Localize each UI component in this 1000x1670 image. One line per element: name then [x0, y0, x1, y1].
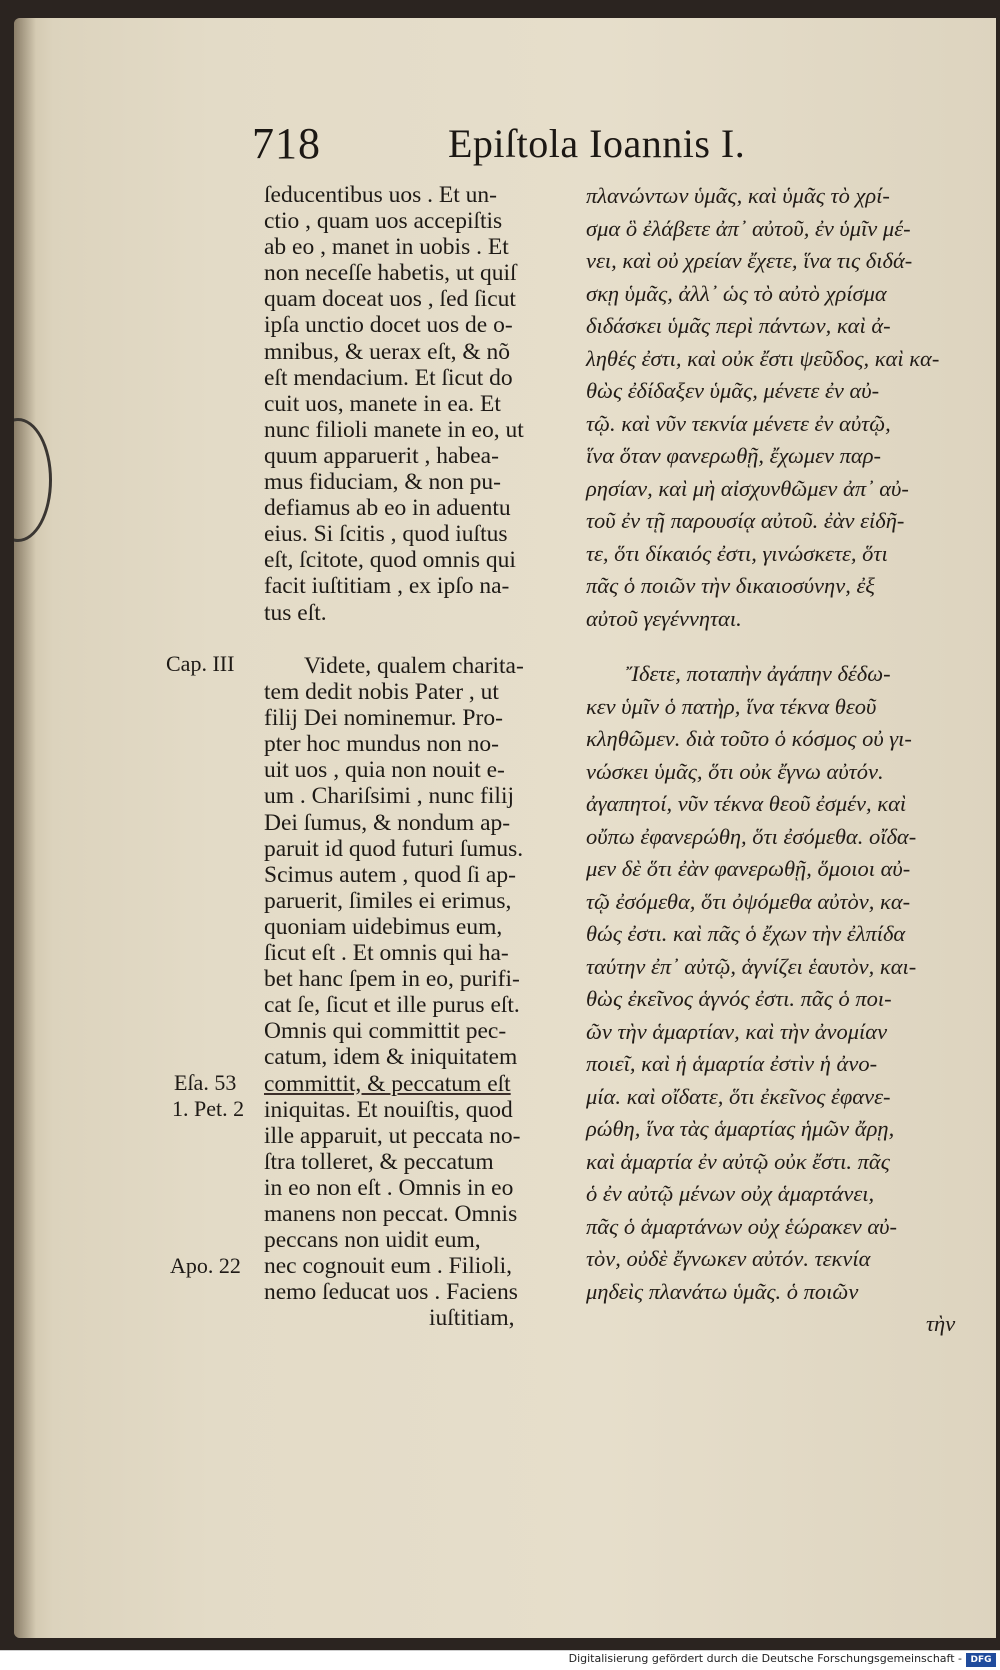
greek-line: τῷ ἐσόμεθα, ὅτι ὀψόμεθα αὐτὸν, κα-: [586, 888, 911, 914]
latin-line: Scimus autem , quod ſi ap-: [264, 861, 516, 888]
latin-line: cuit uos, manete in ea. Et: [264, 390, 501, 417]
greek-line: θώς ἐστι. καὶ πᾶς ὁ ἔχων τὴν ἐλπίδα: [586, 921, 906, 946]
greek-line: πᾶς ὁ ἁμαρτάνων οὐχ ἑώρακεν αὐ-: [586, 1213, 897, 1239]
latin-line: cat ſe, ſicut et ille purus eſt.: [264, 992, 520, 1019]
latin-line: ille apparuit, ut peccata no-: [264, 1122, 521, 1149]
greek-line: μεν δὲ ὅτι ἐὰν φανερωθῇ, ὅμοιοι αὐ-: [586, 856, 911, 881]
margin-reference: Eſa. 53: [174, 1070, 237, 1095]
greek-line: τῷ. καὶ νῦν τεκνία μένετε ἐν αὐτῷ,: [586, 410, 891, 436]
greek-line: ταύτην ἐπ᾽ αὐτῷ, ἁγνίζει ἑαυτὸν, και-: [586, 953, 917, 979]
greek-line: κληθῶμεν. διὰ τοῦτο ὁ κόσμος οὐ γι-: [586, 726, 912, 751]
latin-line: in eo non eſt . Omnis in eo: [264, 1174, 514, 1201]
latin-line: quam doceat uos , ſed ſicut: [264, 286, 516, 313]
latin-line: uit uos , quia non nouit e-: [264, 757, 505, 784]
latin-line-underlined: committit, & peccatum eſt: [264, 1070, 511, 1097]
greek-line: ἀγαπητοί, νῦν τέκνα θεοῦ ἐσμέν, καὶ: [586, 791, 907, 816]
page-header: [14, 110, 996, 180]
binding-ring: [14, 418, 52, 542]
latin-text-block-2: [264, 653, 569, 1331]
latin-line: facit iuſtitiam , ex ipſo na-: [264, 573, 510, 600]
latin-line: ctio , quam uos accepiſtis: [264, 208, 503, 235]
greek-line: ρώθη, ἵνα τὰς ἁμαρτίας ἡμῶν ἄρῃ,: [586, 1116, 895, 1141]
greek-line: θὼς ἐδίδαξεν ὑμᾶς, μένετε ἐν αὐ-: [586, 378, 880, 403]
greek-line: ποιεῖ, καὶ ἡ ἁμαρτία ἐστὶν ἡ ἀνο-: [586, 1051, 878, 1076]
latin-line: nec cognouit eum . Filioli,: [264, 1253, 513, 1280]
latin-line: eius. Si ſcitis , quod iuſtus: [264, 521, 508, 548]
latin-line: Videte, qualem charita-: [304, 653, 524, 679]
latin-line: filij Dei nominemur. Pro-: [264, 705, 503, 732]
latin-line: iniquitas. Et nouiſtis, quod: [264, 1096, 513, 1123]
book-page: [14, 18, 996, 1638]
greek-line: πλανώντων ὑμᾶς, καὶ ὑμᾶς τὸ χρί-: [586, 183, 890, 208]
latin-line: quum apparuerit , habea-: [264, 442, 499, 469]
latin-line: mus fiduciam, & non pu-: [264, 469, 501, 496]
latin-line: ipſa unctio docet uos de o-: [264, 312, 513, 339]
greek-line: τε, ὅτι δίκαιός ἐστι, γινώσκετε, ὅτι: [586, 540, 888, 566]
latin-line: mnibus, & uerax eſt, & nõ: [264, 338, 511, 365]
chapter-marker: Cap. III: [166, 651, 235, 676]
greek-line: καὶ ἁμαρτία ἐν αὐτῷ οὐκ ἔστι. πᾶς: [586, 1148, 890, 1174]
greek-line: οὔπω ἐφανερώθη, ὅτι ἐσόμεθα. οἴδα-: [586, 823, 917, 849]
latin-line: eſt, ſcitote, quod omnis qui: [264, 547, 516, 574]
latin-line: nunc filioli manete in eo, ut: [264, 416, 524, 443]
greek-line: ληθές ἐστι, καὶ οὐκ ἔστι ψεῦδος, καὶ κα-: [586, 345, 940, 371]
digitization-footer: [0, 1650, 1000, 1670]
latin-line: quoniam uidebimus eum,: [264, 913, 503, 940]
latin-line: tem dedit nobis Pater , ut: [264, 679, 499, 706]
greek-line: ἵνα ὅταν φανερωθῇ, ἔχωμεν παρ-: [586, 443, 881, 468]
greek-line: διδάσκει ὑμᾶς περὶ πάντων, καὶ ἀ-: [586, 313, 891, 338]
greek-line: ῶν τὴν ἁμαρτίαν, καὶ τὴν ἀνομίαν: [586, 1018, 888, 1044]
page-number: 718: [252, 119, 321, 168]
greek-line: σμα ὃ ἐλάβετε ἀπ᾽ αὐτοῦ, ἐν ὑμῖν μέ-: [586, 215, 911, 241]
greek-text-block-2: [586, 658, 986, 1341]
greek-line: τὸν, οὐδὲ ἔγνωκεν αὐτόν. τεκνία: [586, 1246, 871, 1271]
latin-line: eſt mendacium. Et ſicut do: [264, 364, 513, 391]
greek-line: ρησίαν, καὶ μὴ αἰσχυνθῶμεν ἀπ᾽ αὐ-: [586, 475, 909, 501]
greek-line: Ἴδετε, ποταπὴν ἀγάπην δέδω-: [626, 661, 891, 686]
latin-line: paruerit, ſimiles ei erimus,: [264, 887, 512, 914]
margin-reference: Apo. 22: [170, 1253, 241, 1278]
greek-line: τοῦ ἐν τῇ παρουσίᾳ αὐτοῦ. ἐὰν εἰδῆ-: [586, 508, 905, 533]
latin-line: ſeducentibus uos . Et un-: [264, 182, 498, 208]
greek-catchword: τὴν: [926, 1311, 956, 1336]
latin-line: nemo ſeducat uos . Faciens: [264, 1279, 518, 1306]
latin-line: ſicut eſt . Et omnis qui ha-: [264, 940, 509, 967]
dfg-logo: DFG: [966, 1653, 996, 1667]
greek-line: ὁ ἐν αὐτῷ μένων οὐχ ἁμαρτάνει,: [586, 1181, 875, 1206]
latin-line: pter hoc mundus non no-: [264, 731, 499, 758]
binding-shadow: [14, 18, 36, 1638]
latin-line: paruit id quod futuri ſumus.: [264, 835, 524, 862]
latin-line: peccans non uidit eum,: [264, 1227, 481, 1254]
greek-line: θὼς ἐκεῖνος ἁγνός ἐστι. πᾶς ὁ ποι-: [586, 986, 892, 1011]
funding-credit: Digitalisierung gefördert durch die Deutsche Forschungsgemeinschaft -: [568, 1652, 962, 1665]
latin-line: bet hanc ſpem in eo, purifi-: [264, 966, 520, 993]
latin-text-block-1: [264, 182, 569, 626]
greek-text-block-1: [586, 180, 986, 635]
greek-line: σκῃ ὑμᾶς, ἀλλ᾽ ὡς τὸ αὐτὸ χρίσμα: [586, 280, 887, 306]
latin-line: manens non peccat. Omnis: [264, 1200, 518, 1227]
running-title: Epiſtola Ioannis I.: [448, 121, 746, 166]
greek-line: νώσκει ὑμᾶς, ὅτι οὐκ ἔγνω αὐτόν.: [586, 758, 884, 784]
latin-line: um . Chariſsimi , nunc filij: [264, 783, 514, 810]
greek-line: αὐτοῦ γεγέννηται.: [586, 605, 742, 631]
latin-line: ab eo , manet in uobis . Et: [264, 234, 509, 261]
margin-reference: 1. Pet. 2: [172, 1096, 245, 1121]
latin-line: tus eſt.: [264, 599, 327, 626]
greek-line: μία. καὶ οἴδατε, ὅτι ἐκεῖνος ἐφανε-: [586, 1083, 891, 1109]
latin-line: ſtra tolleret, & peccatum: [264, 1148, 494, 1175]
latin-line: catum, idem & iniquitatem: [264, 1044, 518, 1071]
latin-line: Dei ſumus, & nondum ap-: [264, 809, 511, 836]
latin-line: defiamus ab eo in aduentu: [264, 495, 511, 522]
latin-line: iuſtitiam,: [429, 1305, 515, 1332]
latin-line: Omnis qui committit pec-: [264, 1018, 507, 1045]
latin-line: non neceſſe habetis, ut quiſ: [264, 260, 517, 287]
greek-line: πᾶς ὁ ποιῶν τὴν δικαιοσύνην, ἐξ: [586, 573, 875, 598]
greek-line: μηδεὶς πλανάτω ὑμᾶς. ὁ ποιῶν: [586, 1278, 859, 1304]
greek-line: νει, καὶ οὐ χρείαν ἔχετε, ἵνα τις διδά-: [586, 248, 913, 273]
greek-line: κεν ὑμῖν ὁ πατὴρ, ἵνα τέκνα θεοῦ: [586, 693, 877, 719]
